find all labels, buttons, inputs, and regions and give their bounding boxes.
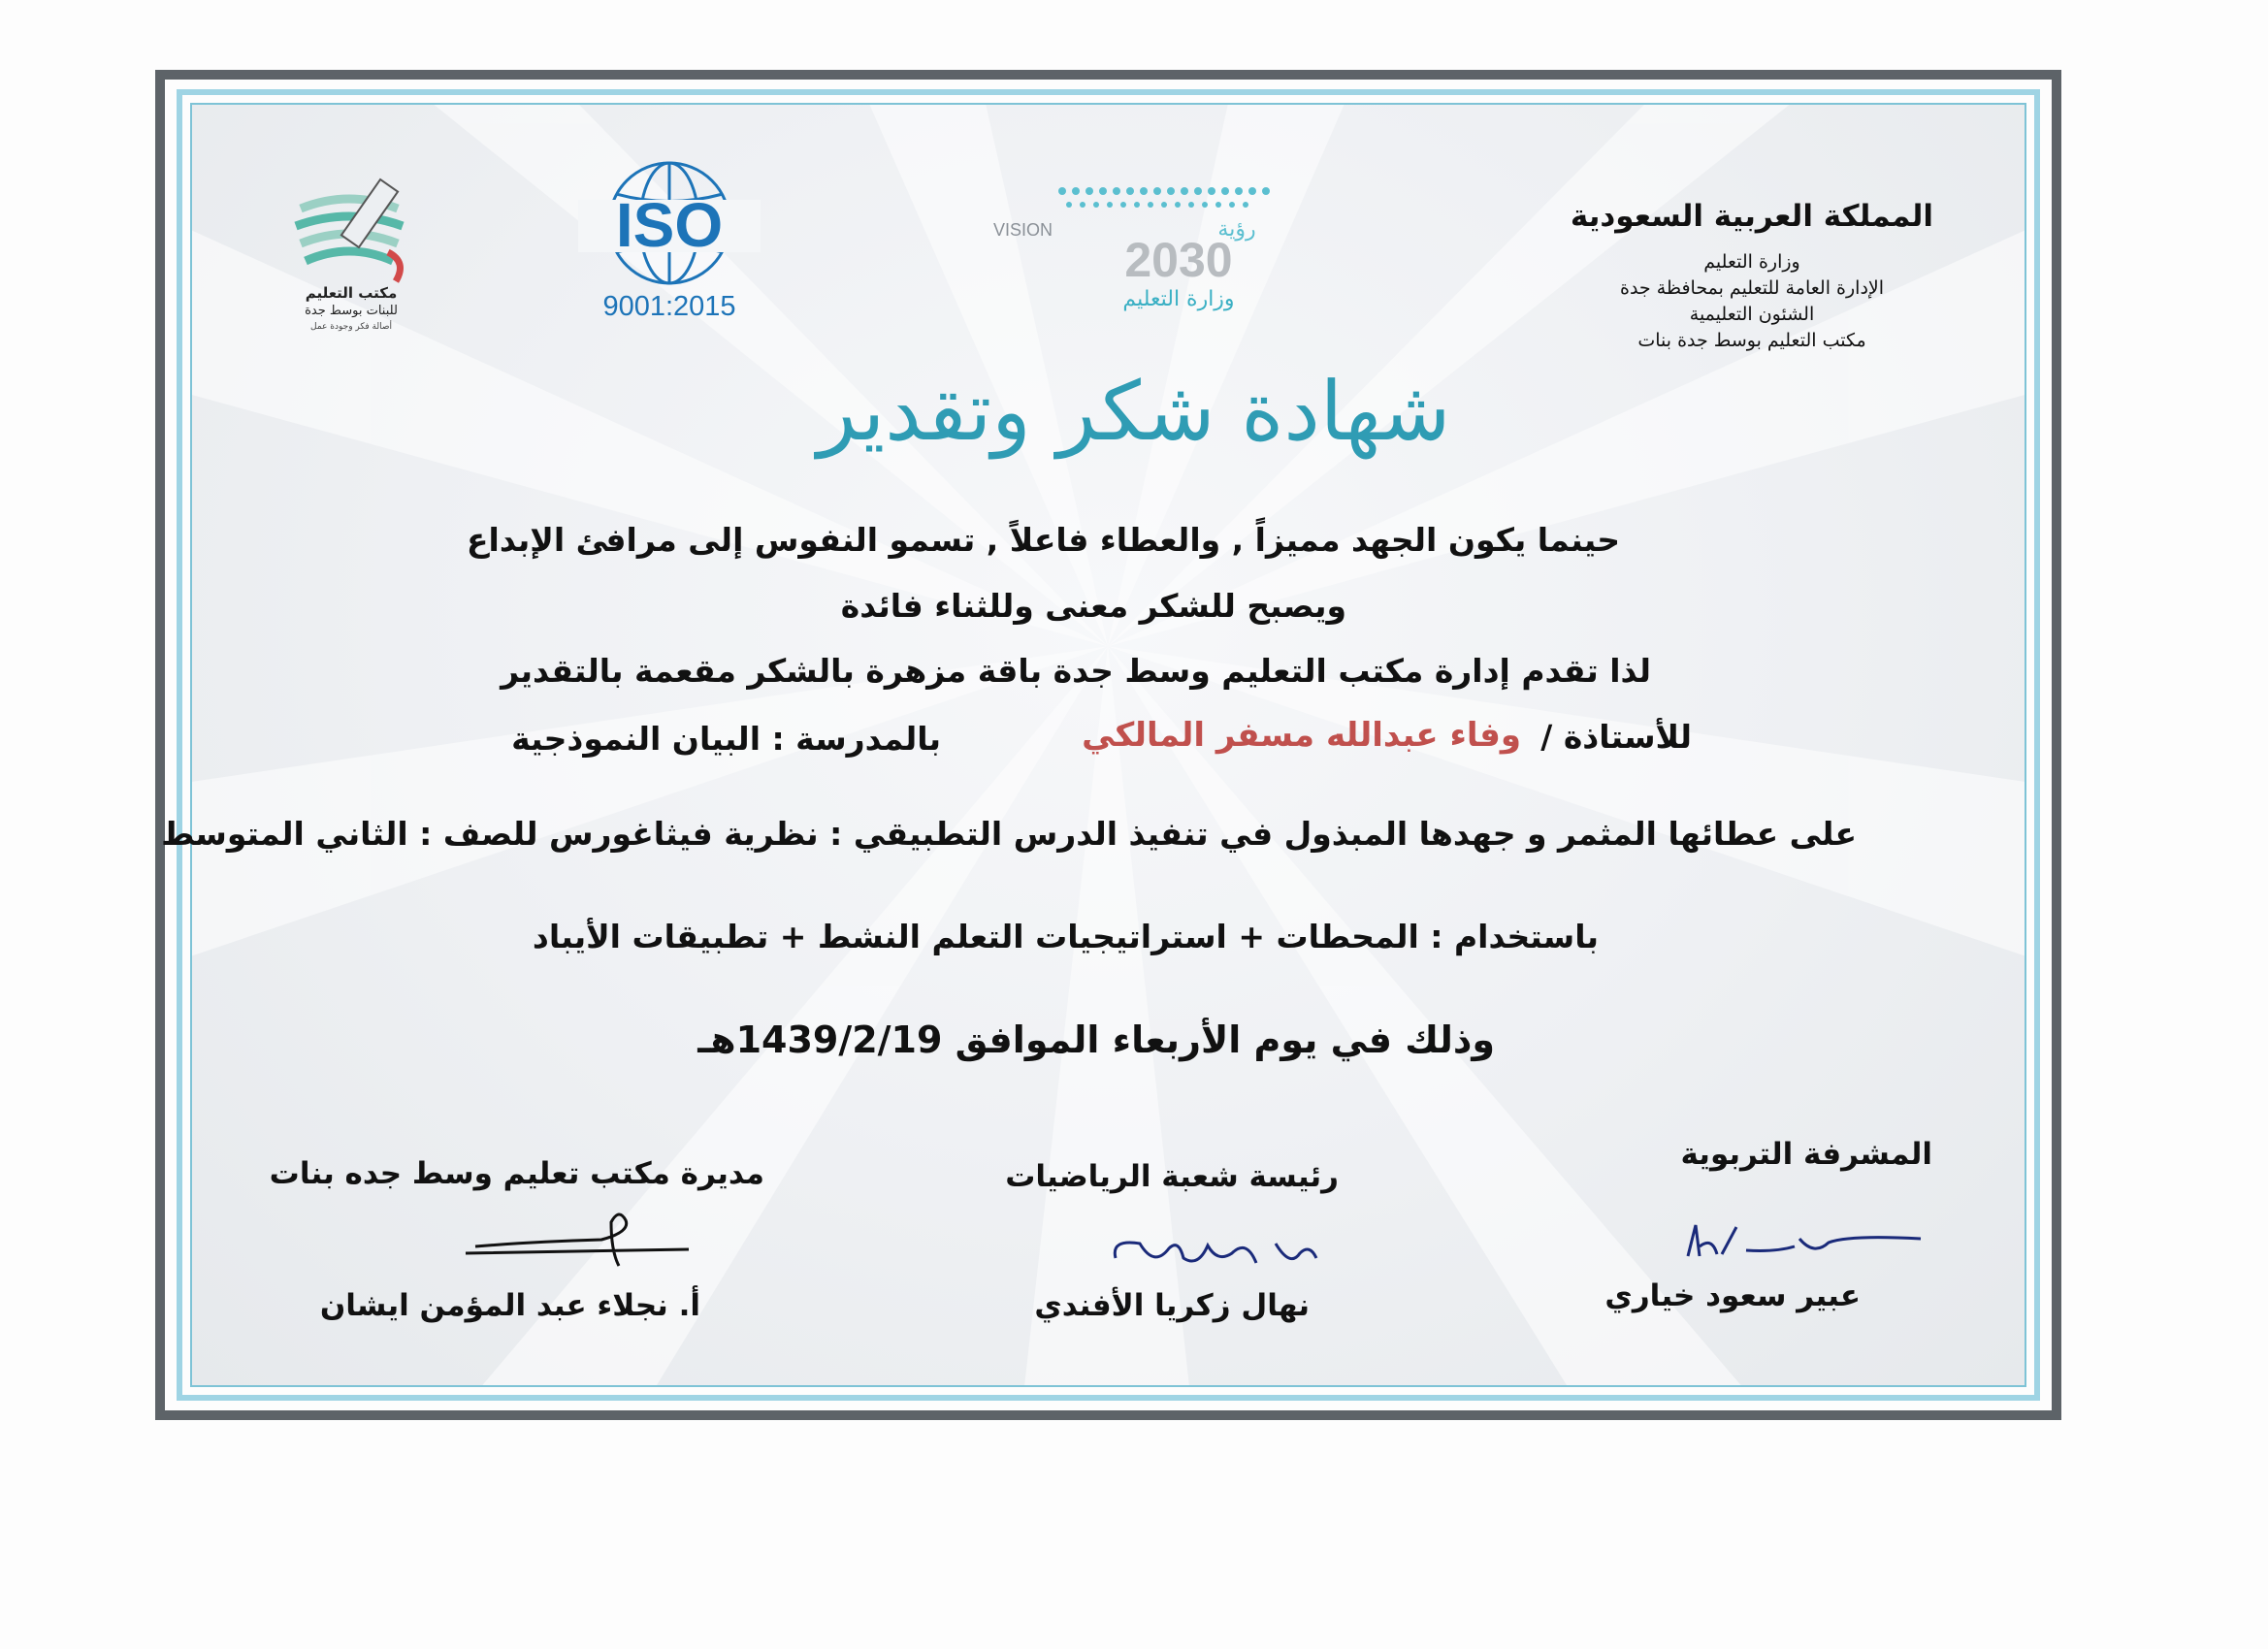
vision-logo-graphic bbox=[992, 179, 1314, 315]
header-line-office: مكتب التعليم بوسط جدة بنات bbox=[1637, 330, 1866, 351]
signature-1-name: عبير سعود خياري bbox=[1604, 1278, 1861, 1313]
office-logo-line2: للبنات بوسط جدة bbox=[305, 304, 398, 318]
vision-2030-logo bbox=[992, 179, 1314, 315]
header-block bbox=[1548, 199, 1956, 354]
body-line-2: ويصبح للشكر معنى وللثناء فائدة bbox=[840, 587, 1346, 625]
vision-arabic-text: رؤية bbox=[1217, 217, 1256, 242]
vision-ministry-text: وزارة التعليم bbox=[1122, 287, 1235, 311]
signature-1-mark bbox=[1678, 1217, 1930, 1276]
iso-text: ISO bbox=[615, 190, 724, 260]
certificate-title: شهادة شكر وتقدير bbox=[817, 364, 1451, 459]
date-line: وذلك في يوم الأربعاء الموافق 1439/2/19هـ bbox=[697, 1018, 1495, 1061]
header-line-affairs: الشئون التعليمية bbox=[1689, 304, 1815, 325]
signature-2-title: رئيسة شعبة الرياضيات bbox=[1005, 1159, 1339, 1194]
education-office-logo bbox=[291, 170, 417, 335]
teacher-label: للأستاذة / bbox=[1540, 718, 1692, 756]
school-name: بالمدرسة : البيان النموذجية bbox=[511, 720, 941, 758]
header-line-ministry: وزارة التعليم bbox=[1703, 251, 1800, 273]
office-logo-graphic bbox=[291, 170, 417, 335]
office-logo-line1: مكتب التعليم bbox=[305, 284, 398, 302]
body-line-methods: باستخدام : المحطات + استراتيجيات التعلم النشط + تطبيقات الأيباد bbox=[532, 918, 1599, 955]
signature-3-name: أ. نجلاء عبد المؤمن ايشان bbox=[319, 1288, 700, 1323]
iso-logo-graphic bbox=[572, 155, 766, 320]
iso-logo bbox=[572, 155, 766, 320]
iso-number: 9001:2015 bbox=[602, 291, 736, 322]
header-line-admin: الإدارة العامة للتعليم بمحافظة جدة bbox=[1619, 277, 1885, 299]
teacher-name: وفاء عبدالله مسفر المالكي bbox=[1082, 716, 1521, 755]
office-logo-line3: أصالة فكر وجودة عمل bbox=[310, 322, 392, 332]
body-line-lesson: على عطائها المثمر و جهدها المبذول في تنفيذ الدرس التطبيقي : نظرية فيثاغورس للصف : الثاني المتوسط bbox=[161, 815, 1857, 853]
body-line-1: حينما يكون الجهد مميزاً , والعطاء فاعلاً , تسمو النفوس إلى مرافئ الإبداع bbox=[467, 521, 1620, 559]
kingdom-name: المملكة العربية السعودية bbox=[1570, 199, 1934, 234]
vision-latin-text: VISION bbox=[992, 220, 1053, 240]
signature-3-mark bbox=[456, 1203, 698, 1271]
body-line-3: لذا تقدم إدارة مكتب التعليم وسط جدة باقة مزهرة بالشكر مقعمة بالتقدير bbox=[501, 652, 1651, 690]
signature-1-title: المشرفة التربوية bbox=[1680, 1137, 1932, 1172]
signature-2-name: نهال زكريا الأفندي bbox=[1034, 1288, 1310, 1323]
vision-year-text: 2030 bbox=[1124, 233, 1233, 287]
signature-3-title: مديرة مكتب تعليم وسط جده بنات bbox=[269, 1156, 764, 1191]
signature-2-mark bbox=[1101, 1224, 1324, 1282]
